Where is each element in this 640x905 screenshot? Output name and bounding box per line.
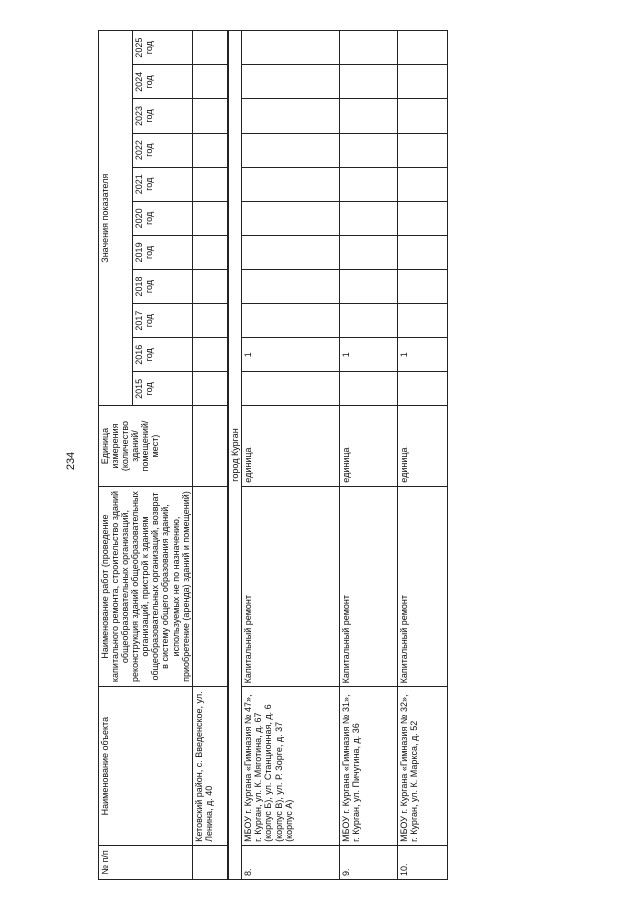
region-title: город Курган bbox=[228, 31, 242, 880]
year-2017: 2017 год bbox=[132, 304, 192, 338]
cell-object: Кетовский район, с. Введенское, ул. Ленина, д. 40 bbox=[192, 687, 228, 846]
cell-object: МБОУ г. Кургана «Гимназия № 31», г. Курган, ул. Пичугина, д. 36 bbox=[340, 687, 398, 846]
cell-num: 9. bbox=[340, 845, 398, 879]
year-2015: 2015 год bbox=[132, 372, 192, 406]
cell-works: Капитальный ремонт bbox=[340, 486, 398, 687]
year-2020: 2020 год bbox=[132, 201, 192, 235]
region-row bbox=[228, 31, 242, 880]
header-works: Наименование работ (проведение капитального ремонта, строительство зданий общеобразовательных организаций, реконструкция зданий общеобразовательных организаций, пристрой к зданиям общеобразовательных организаций, возврат в систему общего образования зданий, используемых не по назначению, приобретение (аренда) зданий и помещений) bbox=[99, 486, 193, 687]
cell-object: МБОУ г. Кургана «Гимназия № 47», г. Курган, ул. К. Мяготина, д. 67 (корпус Б), ул. Станционная, д. 6 (корпус В), ул. Р. Зорге, д. 37 (корпус А) bbox=[242, 687, 340, 846]
cell-object: МБОУ г. Кургана «Гимназия № 32», г. Курган, ул. К. Маркса, д. 52 bbox=[398, 687, 448, 846]
header-num: № п/п bbox=[99, 845, 193, 879]
year-2025: 2025 год bbox=[132, 31, 192, 65]
year-2021: 2021 год bbox=[132, 167, 192, 201]
year-2019: 2019 год bbox=[132, 235, 192, 269]
cell-unit: единица bbox=[242, 406, 340, 486]
year-2018: 2018 год bbox=[132, 269, 192, 303]
rotated-table-page bbox=[98, 30, 618, 880]
cell-2016: 1 bbox=[340, 338, 398, 372]
cell-works: Капитальный ремонт bbox=[398, 486, 448, 687]
cell-unit: единица bbox=[398, 406, 448, 486]
header-unit: Единица измерения (количество зданий/ помещений/ мест) bbox=[99, 406, 193, 486]
indicator-table bbox=[98, 30, 448, 880]
table-row bbox=[398, 31, 448, 880]
header-object: Наименование объекта bbox=[99, 687, 193, 846]
header-values: Значения показателя bbox=[99, 31, 133, 406]
year-2022: 2022 год bbox=[132, 133, 192, 167]
year-2023: 2023 год bbox=[132, 99, 192, 133]
year-2016: 2016 год bbox=[132, 338, 192, 372]
page-number: 234 bbox=[65, 451, 78, 471]
cell-num bbox=[192, 845, 228, 879]
cell-num: 8. bbox=[242, 845, 340, 879]
cell-works bbox=[192, 486, 228, 687]
cell-2016: 1 bbox=[398, 338, 448, 372]
cell-unit: единица bbox=[340, 406, 398, 486]
table-row-pre bbox=[192, 31, 228, 880]
cell-num: 10. bbox=[398, 845, 448, 879]
cell-unit bbox=[192, 406, 228, 486]
table-row bbox=[340, 31, 398, 880]
year-2024: 2024 год bbox=[132, 65, 192, 99]
table-row bbox=[242, 31, 340, 880]
header-row bbox=[99, 31, 133, 880]
cell-works: Капитальный ремонт bbox=[242, 486, 340, 687]
cell-2016: 1 bbox=[242, 338, 340, 372]
